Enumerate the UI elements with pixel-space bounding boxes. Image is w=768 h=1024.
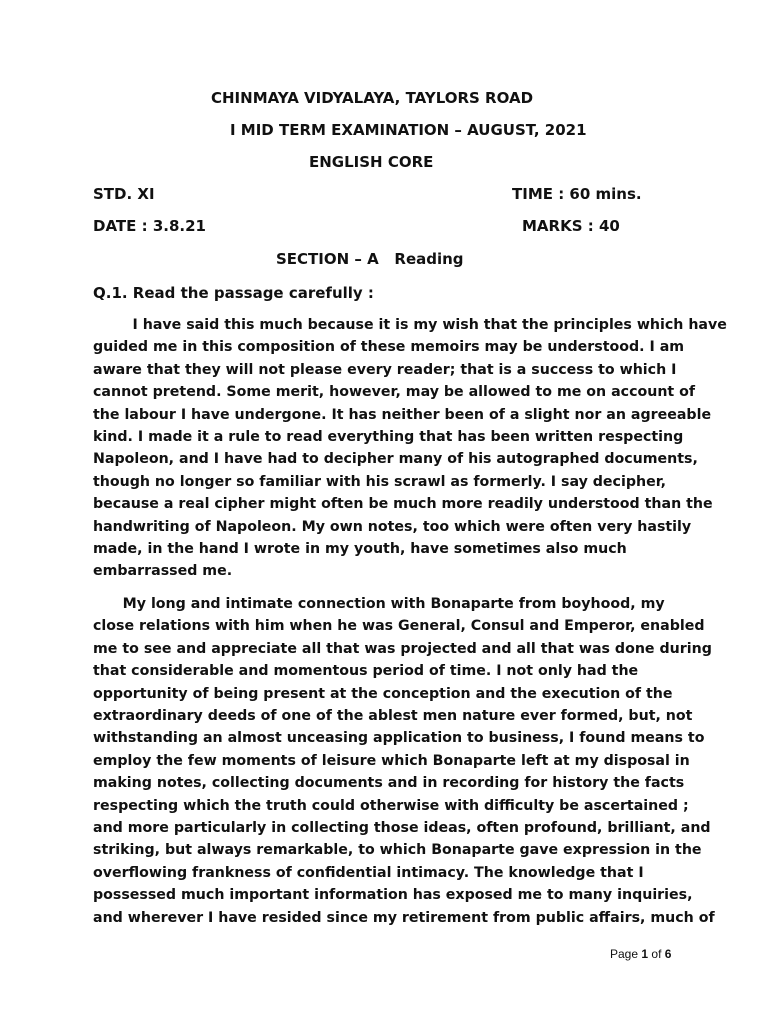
page-footer [610, 946, 671, 962]
passage-line: embarrassed me. [93, 563, 233, 580]
time-label: TIME : 60 mins. [512, 185, 642, 203]
passage-line: striking, but always remarkable, to which Bonaparte gave expression in the [93, 842, 702, 859]
passage-line: Napoleon, and I have had to decipher many of his autographed documents, [93, 451, 698, 468]
question-label: Q.1. Read the passage carefully : [93, 284, 374, 302]
passage-line: possessed much important information has exposed me to many inquiries, [93, 887, 693, 904]
page-total: 6 [664, 947, 672, 961]
passage-line: making notes, collecting documents and in recording for history the facts [93, 775, 685, 792]
school-name: CHINMAYA VIDYALAYA, TAYLORS ROAD [211, 89, 534, 107]
passage-line: because a real cipher might often be much more readily understood than the [93, 496, 713, 513]
passage-line: employ the few moments of leisure which Bonaparte left at my disposal in [93, 752, 690, 769]
std-label: STD. XI [93, 185, 155, 203]
passage-line: close relations with him when he was General, Consul and Emperor, enabled [93, 618, 705, 635]
passage-line: opportunity of being present at the conception and the execution of the [93, 685, 673, 702]
passage-line: I have said this much because it is my wish that the principles which have [93, 317, 727, 333]
passage-line: me to see and appreciate all that was projected and all that was done during [93, 640, 712, 657]
passage-line: though no longer so familiar with his scrawl as formerly. I say decipher, [93, 473, 666, 490]
passage-line: that considerable and momentous period of time. I not only had the [93, 663, 639, 680]
passage-line: cannot pretend. Some merit, however, may be allowed to me on account of [93, 384, 696, 401]
passage-line: handwriting of Napoleon. My own notes, too which were often very hastily [93, 518, 692, 535]
passage-line: overflowing frankness of confidential intimacy. The knowledge that I [93, 864, 644, 881]
passage-line: respecting which the truth could otherwise with difficulty be ascertained ; [93, 797, 689, 814]
passage-paragraph-1 [93, 314, 727, 583]
passage-line: and more particularly in collecting those ideas, often profound, brilliant, and [93, 820, 711, 837]
section-heading: SECTION – A Reading [276, 250, 464, 268]
passage-line: My long and intimate connection with Bonaparte from boyhood, my [93, 596, 665, 612]
date-label: DATE : 3.8.21 [93, 217, 206, 235]
passage-line: withstanding an almost unceasing application to business, I found means to [93, 730, 705, 747]
passage-line: the labour I have undergone. It has neither been of a slight nor an agreeable [93, 406, 712, 423]
passage-line: made, in the hand I wrote in my youth, have sometimes also much [93, 541, 627, 558]
exam-title: I MID TERM EXAMINATION – AUGUST, 2021 [230, 121, 587, 139]
marks-label: MARKS : 40 [522, 217, 620, 235]
passage-line: aware that they will not please every reader; that is a success to which I [93, 361, 677, 378]
passage-line: and wherever I have resided since my retirement from public affairs, much of [93, 909, 715, 926]
page-number: 1 [641, 947, 649, 961]
passage-paragraph-2 [93, 593, 715, 929]
passage-line: guided me in this composition of these memoirs may be understood. I am [93, 339, 685, 356]
page-word: Page [610, 947, 639, 961]
passage-line: extraordinary deeds of one of the ablest men nature ever formed, but, not [93, 708, 693, 725]
passage-line: kind. I made it a rule to read everything that has been written respecting [93, 429, 684, 446]
subject-title: ENGLISH CORE [309, 153, 434, 171]
of-word: of [651, 947, 662, 961]
